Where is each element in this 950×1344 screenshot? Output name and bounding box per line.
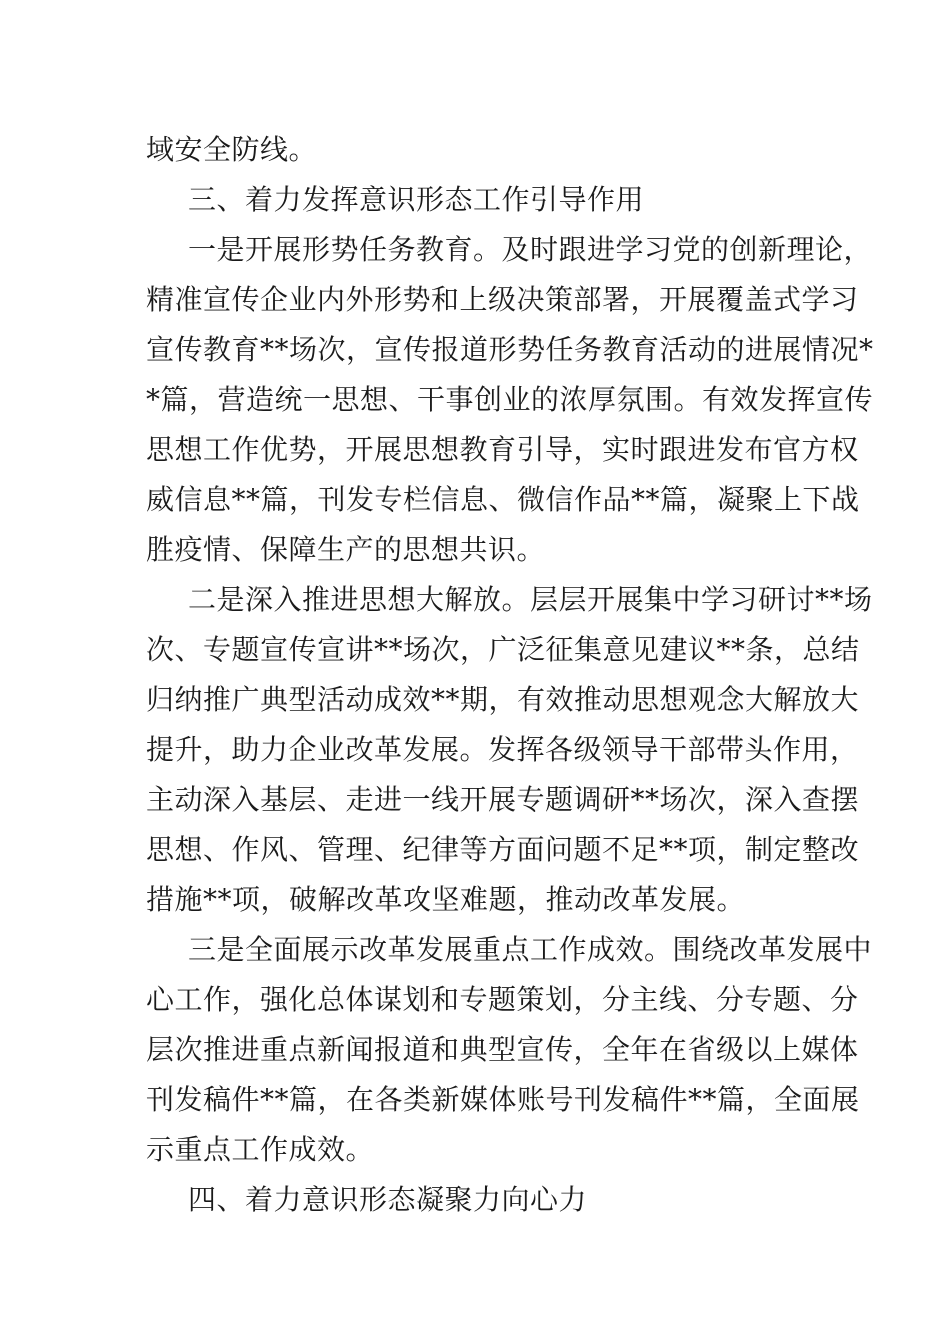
text-line: 思想工作优势，开展思想教育引导，实时跟进发布官方权 (146, 433, 859, 466)
text-line: 措施**项，破解改革攻坚难题，推动改革发展。 (146, 883, 746, 916)
text-line: 提升，助力企业改革发展。发挥各级领导干部带头作用， (146, 733, 859, 766)
text-line: 主动深入基层、走进一线开展专题调研**场次，深入查摆 (146, 783, 860, 816)
text-line: 思想、作风、管理、纪律等方面问题不足**项，制定整改 (146, 833, 860, 866)
text-line: 次、专题宣传宣讲**场次，广泛征集意见建议**条，总结 (146, 633, 860, 666)
text-line: 心工作，强化总体谋划和专题策划，分主线、分专题、分 (146, 983, 859, 1016)
text-line: 精准宣传企业内外形势和上级决策部署，开展覆盖式学习 (146, 283, 859, 316)
text-line: 胜疫情、保障生产的思想共识。 (146, 533, 546, 566)
text-line: 示重点工作成效。 (146, 1133, 375, 1166)
text-line: 刊发稿件**篇，在各类新媒体账号刊发稿件**篇，全面展 (146, 1083, 860, 1116)
text-line: 二是深入推进思想大解放。层层开展集中学习研讨**场 (188, 583, 873, 616)
text-line: 层次推进重点新闻报道和典型宣传，全年在省级以上媒体 (146, 1033, 859, 1066)
text-line: 威信息**篇，刊发专栏信息、微信作品**篇，凝聚上下战 (146, 483, 860, 516)
text-line: 归纳推广典型活动成效**期，有效推动思想观念大解放大 (146, 683, 860, 716)
text-line: 三是全面展示改革发展重点工作成效。围绕改革发展中 (188, 933, 873, 966)
section-heading: 三、着力发挥意识形态工作引导作用 (188, 183, 645, 216)
text-line: 宣传教育**场次，宣传报道形势任务教育活动的进展情况* (146, 333, 874, 366)
section-heading: 四、着力意识形态凝聚力向心力 (188, 1183, 588, 1216)
text-line: *篇，营造统一思想、干事创业的浓厚氛围。有效发挥宣传 (146, 383, 874, 416)
text-line: 域安全防线。 (146, 133, 318, 166)
text-line: 一是开展形势任务教育。及时跟进学习党的创新理论， (188, 233, 873, 266)
